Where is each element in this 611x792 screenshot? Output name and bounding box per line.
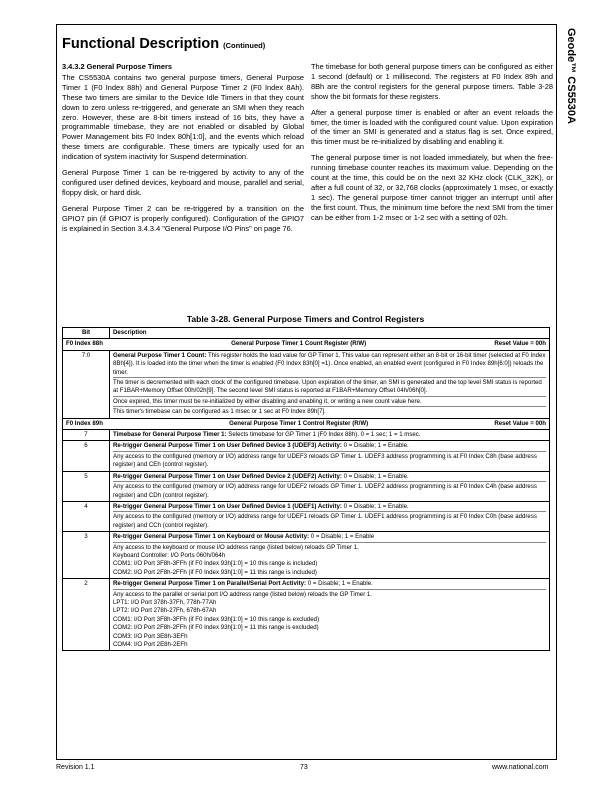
- title-suffix: (Continued): [223, 41, 266, 50]
- description-cell: [110, 501, 550, 531]
- bit-cell: 5: [63, 471, 110, 501]
- page-title: Functional Description (Continued): [62, 36, 266, 52]
- bit-cell: 7:0: [63, 350, 110, 418]
- description-text: Any access to the keyboard or mouse I/O address range (listed below) reloads GP Timer 1.: [113, 542, 546, 552]
- table-row: [63, 501, 550, 531]
- description-text: COM2: I/O Port 2F8h-2FFh (if F0 Index 93h[1:0] = 11 this range is included): [113, 568, 317, 576]
- bit-cell: 7: [63, 430, 110, 441]
- section-heading: 3.4.3.2 General Purpose Timers: [62, 62, 172, 71]
- description-text: The timer is decremented with each clock of the configured timebase. Upon expiration of the timer, an SMI is generated and the top level SMI status is reported at F1BAR+Memory Offset 00h/02h[9]. The second level SMI status is reported at F1BAR+Memory Offset 04h/06h[0].: [113, 377, 546, 396]
- footer-website: www.national.com: [492, 764, 549, 771]
- register-reset: Reset Value = 00h: [494, 419, 546, 427]
- table-row: [63, 430, 550, 441]
- bit-cell: 4: [63, 501, 110, 531]
- field-values: 0 = Disable; 1 = Enable.: [343, 502, 409, 510]
- description-cell: [110, 350, 550, 418]
- register-index: F0 Index 88h: [66, 340, 103, 348]
- register-header-88: [63, 339, 550, 350]
- table-row: [63, 532, 550, 579]
- footer-revision: Revision 1.1: [56, 764, 95, 771]
- paragraph: General Purpose Timer 2 can be re-triggered by a transition on the GPIO7 pin (if GPIO7 is properly configured). Configuration of the GPIO7 is explained in Section 3.4.3.4 "General Purpose I/O Pins" on page 76.: [62, 203, 304, 233]
- description-cell: [110, 430, 550, 441]
- description-cell: [110, 532, 550, 579]
- description-text: COM3: I/O Port 3E8h-3EFh: [113, 632, 188, 640]
- left-column: [62, 62, 304, 240]
- description-text: LPT2: I/O Port 278h-27Fh, 678h-67Ah: [113, 607, 217, 615]
- register-name: General Purpose Timer 1 Control Register (R/W): [229, 419, 369, 427]
- side-title: Geode™ CS5530A: [565, 28, 577, 124]
- bit-header: Bit: [63, 328, 110, 339]
- description-text: LPT1: I/O Port 378h-37Fh, 778h-77Ah: [113, 598, 217, 606]
- field-values: Selects timebase for GP Timer 1 (F0 Index 88h). 0 = 1 sec; 1 = 1 msec.: [228, 431, 421, 439]
- description-cell: [110, 441, 550, 471]
- table-row: [63, 441, 550, 471]
- table-row: [63, 350, 550, 418]
- field-title: Re-trigger General Purpose Timer 1 on Keyboard or Mouse Activity:: [113, 533, 310, 541]
- description-cell: [110, 579, 550, 651]
- description-text: Once expired, this timer must be re-initialized by either disabling and enabling it, or writing a new count value here.: [113, 396, 546, 406]
- register-name: General Purpose Timer 1 Count Register (R/W): [231, 340, 367, 348]
- paragraph: The CS5530A contains two general purpose timers, General Purpose Timer 1 (F0 Index 88h) and General Purpose Timer 2 (F0 Index 8Ah). These two timers are similar to the Device Idle Timers in that they count down to zero unless re-triggered, and generate an SMI when they reach zero. However, these are 8-bit timers instead of 16 bits, they have a programmable timebase, they are not enabled or disabled by Global Power Management bits F0 Index 80h[1:0], and the events which reload these timers are configurable. These timers are typically used for an indication of system inactivity for Suspend determination.: [62, 72, 304, 162]
- description-text: Any access to the configured (memory or I/O) address range for UDEF1 reloads GP Timer 1. UDEF1 address programming is at F0 Index C0h (base address register) and CCh (control register).: [113, 511, 546, 530]
- table-caption: Table 3-28. General Purpose Timers and Control Registers: [186, 314, 425, 324]
- table-row: [63, 579, 550, 651]
- description-header: Description: [110, 328, 550, 339]
- bit-cell: 3: [63, 532, 110, 579]
- description-text: COM4: I/O Port 2E8h-2EFh: [113, 641, 188, 648]
- field-values: 0 = Disable; 1 = Enable.: [343, 442, 409, 450]
- description-text: This timer's timebase can be configured as 1 msec or 1 sec at F0 Index 89h[7].: [113, 406, 546, 416]
- register-index: F0 Index 89h: [66, 419, 103, 427]
- register-header-89: [63, 418, 550, 429]
- right-column: [311, 62, 553, 229]
- paragraph: After a general purpose timer is enabled or after an event reloads the timer, the timer is loaded with the configured count value. Upon expiration of the timer an SMI is generated and a status flag is set. Once expired, this timer must be re-initialized by disabling and enabling it.: [311, 107, 553, 147]
- description-text: COM1: I/O Port 3F8h-3FFh (if F0 Index 93h[1:0] = 10 this range is excluded): [113, 615, 320, 623]
- description-text: Any access to the configured (memory or I/O) address range for UDEF3 reloads GP Timer 1. UDEF3 address programming is at F0 Index C8h (base address register) and CEh (control register).: [113, 451, 546, 470]
- description-cell: [110, 471, 550, 501]
- bit-cell: 2: [63, 579, 110, 651]
- description-text: Any access to the parallel or serial port I/O address range (listed below) reloads the GP Timer 1.: [113, 589, 546, 599]
- field-values: 0 = Disable; 1 = Enable.: [307, 580, 373, 588]
- description-text: COM2: I/O Port 2F8h-2FFh (if F0 Index 93h[1:0] = 11 this range is excluded): [113, 624, 319, 632]
- description-text: COM1: I/O Port 3F8h-3FFh (if F0 Index 93h[1:0] = 10 this range is included): [113, 560, 318, 568]
- description-text: Any access to the configured (memory or I/O) address range for UDEF2 reloads GP Timer 1. UDEF2 address programming is at F0 Index C4h (base address register) and CDh (control register).: [113, 481, 546, 500]
- footer-page-number: 73: [300, 764, 308, 771]
- paragraph: The general purpose timer is not loaded immediately, but when the free-running timebase counter reaches its maximum value. Depending on the count at the time, this could be on the next 32 KHz clock (CLK_32K), or after a full count of 32, or 32,768 clocks (approximately 1 msec, or exactly 1 sec). The general purpose timer cannot trigger an interrupt until after the first count. Thus, the minimum time before the next SMI from the timer can be either from 1-2 msec or 1-2 sec with a setting of 02h.: [311, 153, 553, 222]
- field-values: 0 = Disable; 1 = Enable: [310, 533, 375, 541]
- register-table: [62, 327, 550, 651]
- field-title: Timebase for General Purpose Timer 1:: [113, 431, 227, 439]
- paragraph: General Purpose Timer 1 can be re-triggered by activity to any of the configured user defined devices, keyboard and mouse, parallel and serial, floppy disk, or hard disk.: [62, 168, 304, 197]
- table-row: [63, 471, 550, 501]
- bit-cell: 6: [63, 441, 110, 471]
- description-text: Keyboard Controller: I/O Ports 060h/064h: [113, 551, 226, 559]
- field-title: General Purpose Timer 1 Count:: [113, 351, 207, 359]
- description-text: This register holds the load value for GP Timer 1. This value can represent either an 8-bit or 16-bit timer (selected at F0 Index 8Bh[4]). It is loaded into the timer when the timer is enabled (F0 Index 83h[0] =1). Once enabled, an enabled event (configured in F0 Index 89h[6:0]) reloads the timer.: [113, 351, 546, 376]
- field-title: Re-trigger General Purpose Timer 1 on User Defined Device 2 (UDEF2) Activity:: [113, 472, 342, 480]
- field-title: Re-trigger General Purpose Timer 1 on Parallel/Serial Port Activity:: [113, 580, 307, 588]
- field-values: 0 = Disable; 1 = Enable.: [343, 472, 409, 480]
- paragraph: The timebase for both general purpose timers can be configured as either 1 second (default) or 1 millisecond. The registers at F0 Index 89h and 8Bh are the control registers for the general purpose timers. Table 3-28 show the bit formats for these registers.: [311, 62, 553, 101]
- register-reset: Reset Value = 00h: [494, 340, 546, 348]
- field-title: Re-trigger General Purpose Timer 1 on User Defined Device 1 (UDEF1) Activity:: [113, 502, 342, 510]
- field-title: Re-trigger General Purpose Timer 1 on User Defined Device 3 (UDEF3) Activity:: [113, 442, 342, 450]
